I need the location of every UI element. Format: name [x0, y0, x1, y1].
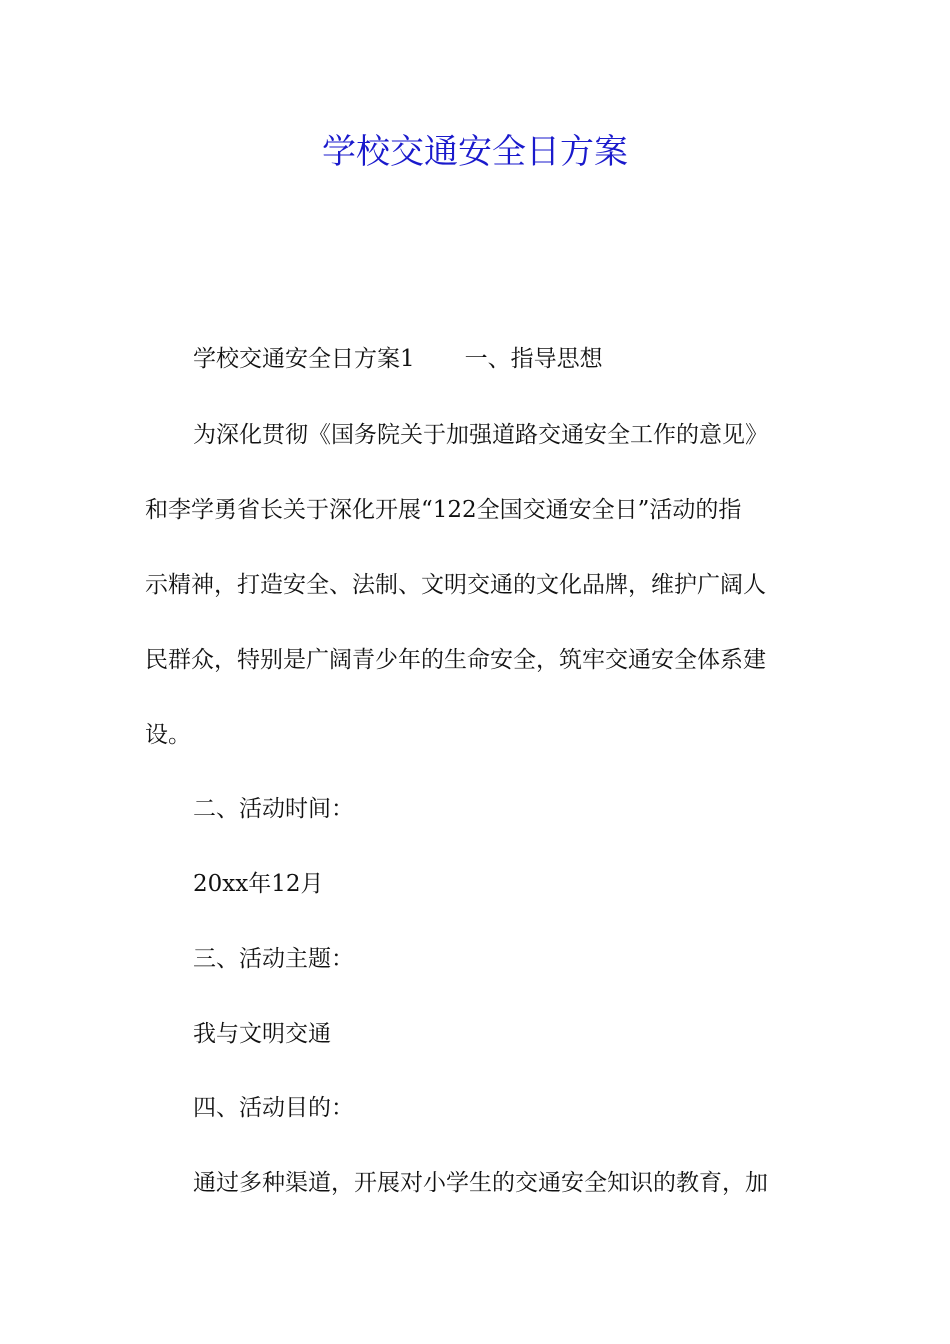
paragraph-line-6: 设。: [145, 722, 191, 748]
activity-theme-value: 我与文明交通: [193, 1021, 331, 1047]
activity-time-value: 20xx年12月: [193, 871, 324, 897]
section-heading-activity-theme: 三、活动主题：: [193, 946, 354, 972]
section-heading-activity-purpose: 四、活动目的：: [193, 1095, 354, 1121]
paragraph-line-12: 通过多种渠道，开展对小学生的交通安全知识的教育，加: [193, 1170, 768, 1196]
document-title: 学校交通安全日方案: [322, 132, 628, 172]
paragraph-line-5: 民群众，特别是广阔青少年的生命安全，筑牢交通安全体系建: [145, 647, 766, 673]
section-heading-activity-time: 二、活动时间：: [193, 796, 354, 822]
paragraph-line-3: 和李学勇省长关于深化开展“122全国交通安全日”活动的指: [145, 497, 742, 523]
paragraph-line-2: 为深化贯彻《国务院关于加强道路交通安全工作的意见》: [193, 422, 768, 448]
plan-number-label: 学校交通安全日方案1: [193, 346, 415, 372]
paragraph-line-4: 示精神，打造安全、法制、文明交通的文化品牌，维护广阔人: [145, 572, 766, 598]
heading-line-1: [193, 340, 805, 378]
section-heading-guiding-ideology: 一、指导思想: [464, 346, 603, 372]
